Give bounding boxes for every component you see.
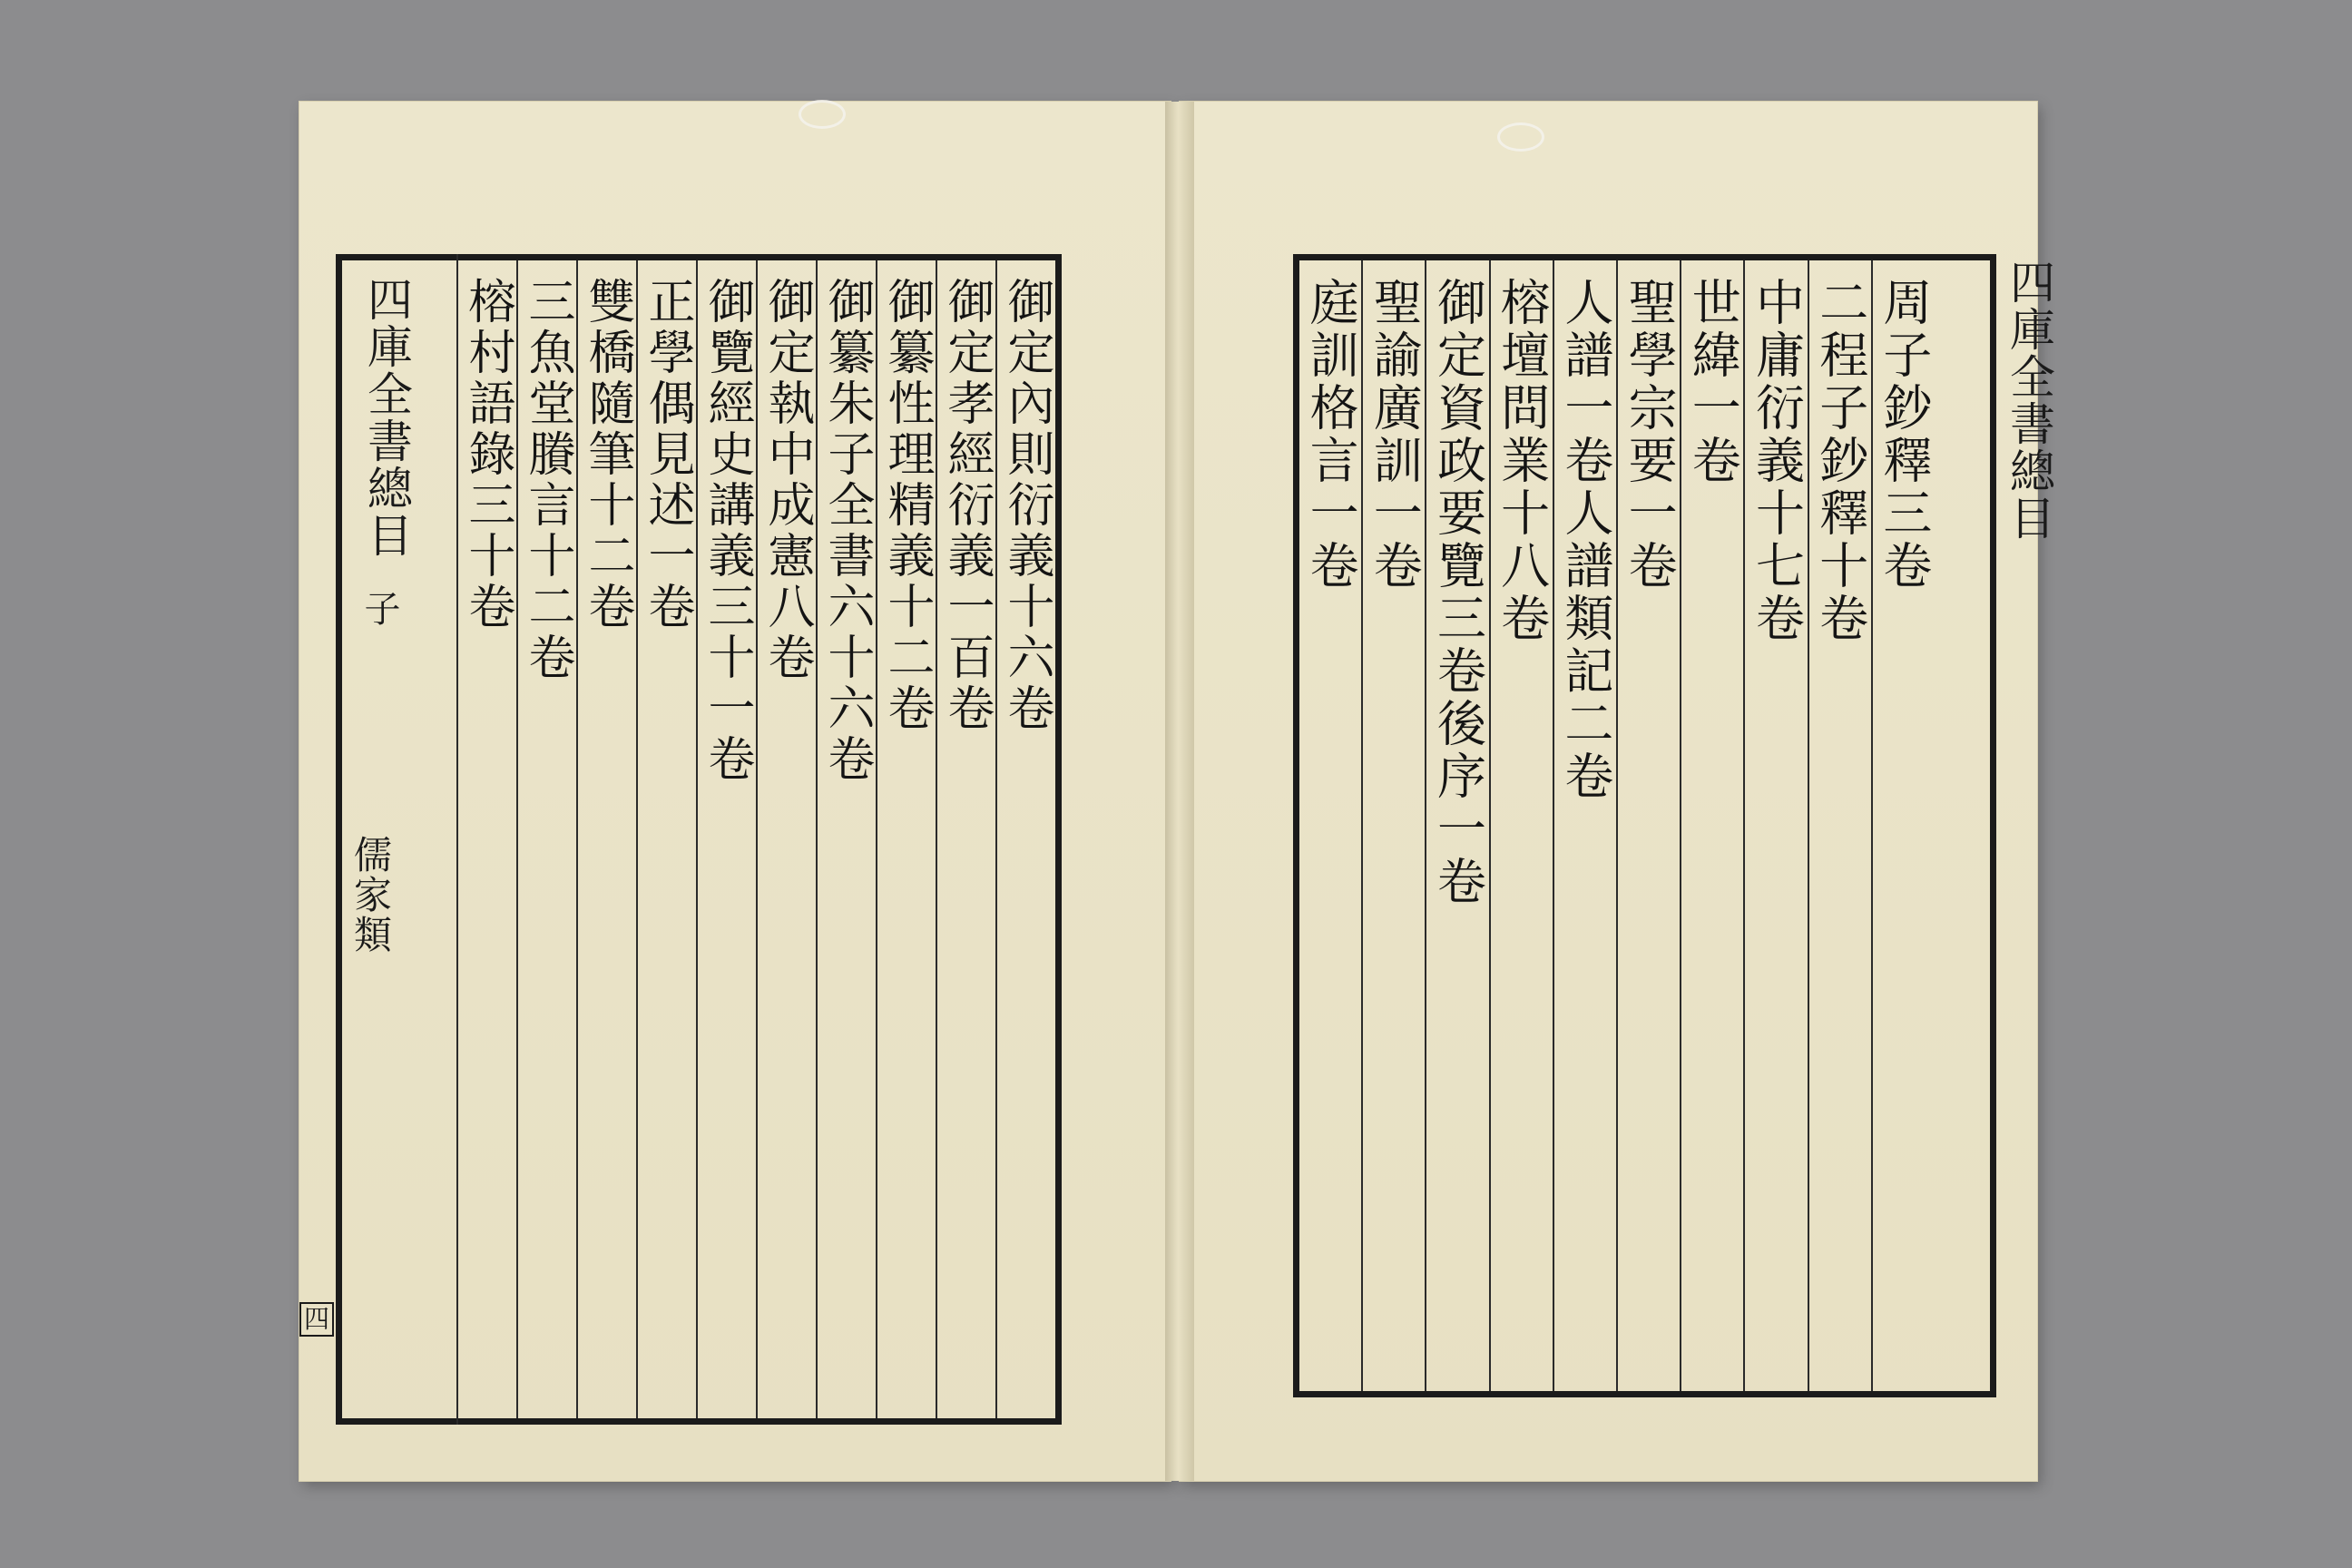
entry-title: 三魚堂賸言十二卷 bbox=[520, 277, 574, 683]
entry-title: 御定資政要覽三卷後序一卷 bbox=[1429, 277, 1487, 908]
entry-column bbox=[1553, 260, 1616, 1391]
left-page-margin bbox=[336, 254, 458, 1425]
entry-title: 周子鈔釋三卷 bbox=[1875, 277, 1933, 593]
entry-column bbox=[816, 260, 876, 1418]
entry-column bbox=[1616, 260, 1680, 1391]
left-entry-columns bbox=[458, 260, 1055, 1418]
entry-title: 世緯一卷 bbox=[1684, 277, 1742, 487]
entry-column bbox=[936, 260, 995, 1418]
entry-column bbox=[1808, 260, 1871, 1391]
entry-column bbox=[1361, 260, 1425, 1391]
entry-title: 御定孝經衍義一百卷 bbox=[939, 277, 994, 734]
entry-title: 正學偶見述一卷 bbox=[640, 277, 694, 632]
book-gutter bbox=[1165, 102, 1194, 1481]
entry-title: 御纂朱子全書六十六卷 bbox=[819, 277, 874, 785]
entry-column bbox=[1743, 260, 1807, 1391]
section-mark: 子 bbox=[358, 590, 400, 626]
folio-number: 四 bbox=[299, 1302, 334, 1337]
entry-title: 聖學宗要一卷 bbox=[1621, 277, 1679, 593]
entry-column bbox=[1680, 260, 1743, 1391]
book-title: 四庫全書總目 bbox=[360, 276, 413, 559]
right-entry-columns bbox=[1299, 260, 1935, 1391]
entry-title: 御定執中成憲八卷 bbox=[760, 277, 814, 683]
entry-title: 御定內則衍義十六卷 bbox=[999, 277, 1054, 734]
entry-column bbox=[1299, 260, 1361, 1391]
entry-title: 二程子鈔釋十卷 bbox=[1811, 277, 1869, 645]
thread-stitch-icon bbox=[1497, 122, 1544, 152]
entry-title: 御纂性理精義十二卷 bbox=[879, 277, 934, 734]
entry-column bbox=[516, 260, 576, 1418]
book-title: 四庫全書總目 bbox=[2003, 259, 2055, 542]
entry-title: 榕壇問業十八卷 bbox=[1493, 277, 1551, 645]
entry-title: 雙橋隨筆十二卷 bbox=[580, 277, 634, 632]
entry-title: 聖諭廣訓一卷 bbox=[1366, 277, 1424, 593]
entry-column bbox=[995, 260, 1055, 1418]
entry-title: 人譜一卷人譜類記二卷 bbox=[1556, 277, 1614, 803]
entry-column bbox=[636, 260, 696, 1418]
entry-title: 榕村語錄三十卷 bbox=[460, 277, 514, 632]
entry-title: 御覽經史講義三十一卷 bbox=[700, 277, 754, 785]
entry-column bbox=[1425, 260, 1488, 1391]
entry-title: 庭訓格言一卷 bbox=[1302, 277, 1360, 593]
entry-column bbox=[458, 260, 516, 1418]
entry-title: 中庸衍義十七卷 bbox=[1748, 277, 1806, 645]
entry-column bbox=[876, 260, 936, 1418]
thread-stitch-icon bbox=[799, 100, 846, 129]
entry-column bbox=[1871, 260, 1935, 1391]
entry-column bbox=[756, 260, 816, 1418]
entry-column bbox=[696, 260, 756, 1418]
entry-column bbox=[1489, 260, 1553, 1391]
category-label: 儒家類 bbox=[348, 835, 393, 955]
entry-column bbox=[576, 260, 636, 1418]
